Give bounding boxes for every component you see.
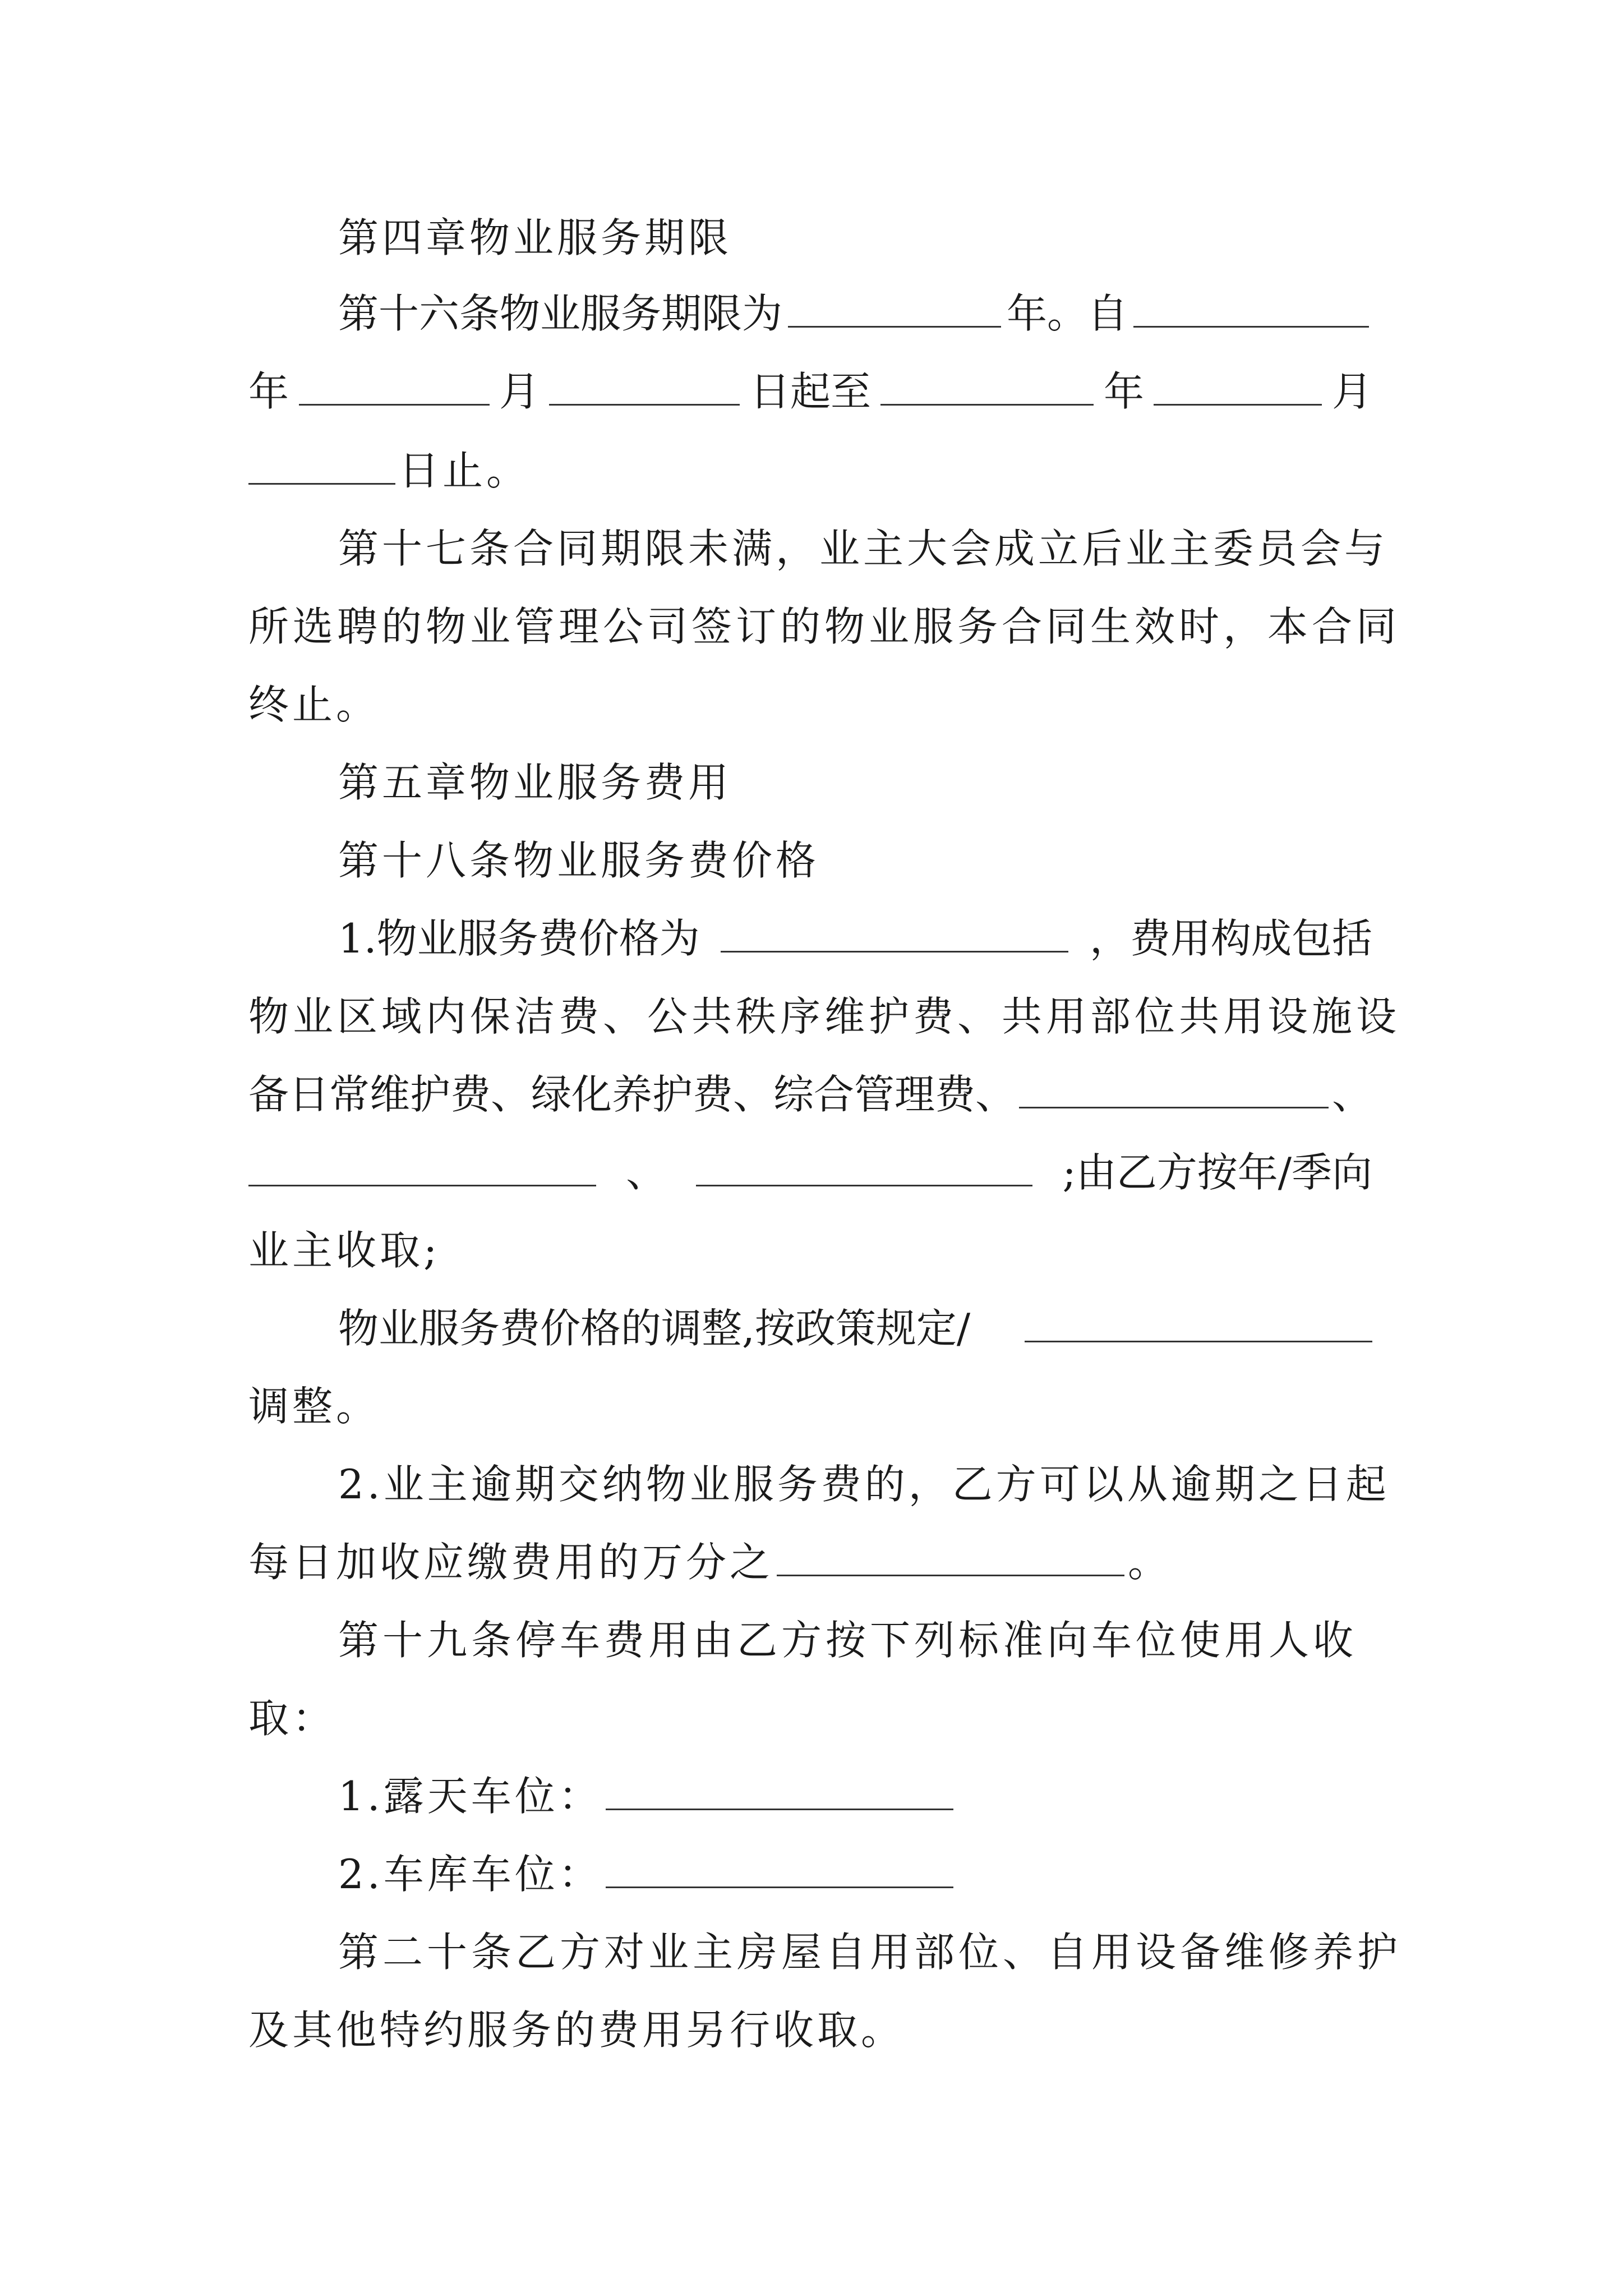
blank-field[interactable]: [1019, 1068, 1329, 1108]
article-18-adjustment-line-1: 物业服务费价格的调整,按政策规定/: [338, 1301, 1372, 1355]
blank-field[interactable]: [788, 287, 1001, 328]
article-18-adjustment-line-2: 调整。: [248, 1383, 380, 1430]
article-19-item-1: 1.露天车位：: [338, 1769, 957, 1823]
article-18-p1-line-4: 、 ;由乙方按年/季向: [248, 1145, 1372, 1199]
blank-field[interactable]: [1154, 365, 1322, 406]
blank-field[interactable]: [606, 1847, 953, 1888]
article-19-line-2: 取：: [248, 1695, 336, 1742]
article-18-p1-line-3: 备日常维护费、绿化养护费、综合管理费、 、: [248, 1068, 1372, 1121]
blank-field[interactable]: [1133, 287, 1369, 328]
article-18-heading: 第十八条物业服务费价格: [338, 837, 820, 884]
blank-field[interactable]: [777, 1535, 1124, 1576]
article-16-line-1: 第十六条物业服务期限为 年。自: [338, 287, 1372, 341]
chapter-5-heading: 第五章物业服务费用: [338, 759, 732, 806]
article-18-p1-line-1: 1.物业服务费价格为 ，费用构成包括: [338, 912, 1372, 965]
article-20-line-2: 及其他特约服务的费用另行收取。: [248, 2007, 905, 2054]
blank-field[interactable]: [696, 1145, 1032, 1186]
article-18-p1-line-5: 业主收取;: [248, 1227, 441, 1274]
article-18-p1-line-2: 物业区域内保洁费、公共秩序维护费、共用部位共用设施设: [248, 993, 1401, 1040]
article-19-item-2: 2.车库车位：: [338, 1847, 957, 1901]
blank-field[interactable]: [248, 444, 395, 485]
article-16-line-2: 年 月 日起至 年 月: [248, 365, 1372, 418]
article-17-line-2: 所选聘的物业管理公司签订的物业服务合同生效时，本合同: [248, 603, 1401, 650]
blank-field[interactable]: [1025, 1301, 1372, 1342]
blank-field[interactable]: [606, 1769, 953, 1810]
article-17-line-1: 第十七条合同期限未满，业主大会成立后业主委员会与: [338, 525, 1389, 572]
article-17-line-3: 终止。: [248, 681, 380, 728]
article-19-line-1: 第十九条停车费用由乙方按下列标准向车位使用人收: [338, 1617, 1358, 1664]
blank-field[interactable]: [549, 365, 740, 406]
article-16-line-3: 日止。: [248, 444, 530, 498]
blank-field[interactable]: [880, 365, 1094, 406]
article-18-p2-line-2: 每日加收应缴费用的万分之 。: [248, 1535, 1172, 1589]
chapter-4-heading: 第四章物业服务期限: [338, 214, 732, 261]
article-20-line-1: 第二十条乙方对业主房屋自用部位、自用设备维修养护: [338, 1929, 1402, 1976]
blank-field[interactable]: [721, 912, 1068, 953]
blank-field[interactable]: [248, 1145, 596, 1186]
blank-field[interactable]: [299, 365, 490, 406]
article-18-p2-line-1: 2.业主逾期交纳物业服务费的，乙方可以从逾期之日起: [338, 1461, 1390, 1508]
